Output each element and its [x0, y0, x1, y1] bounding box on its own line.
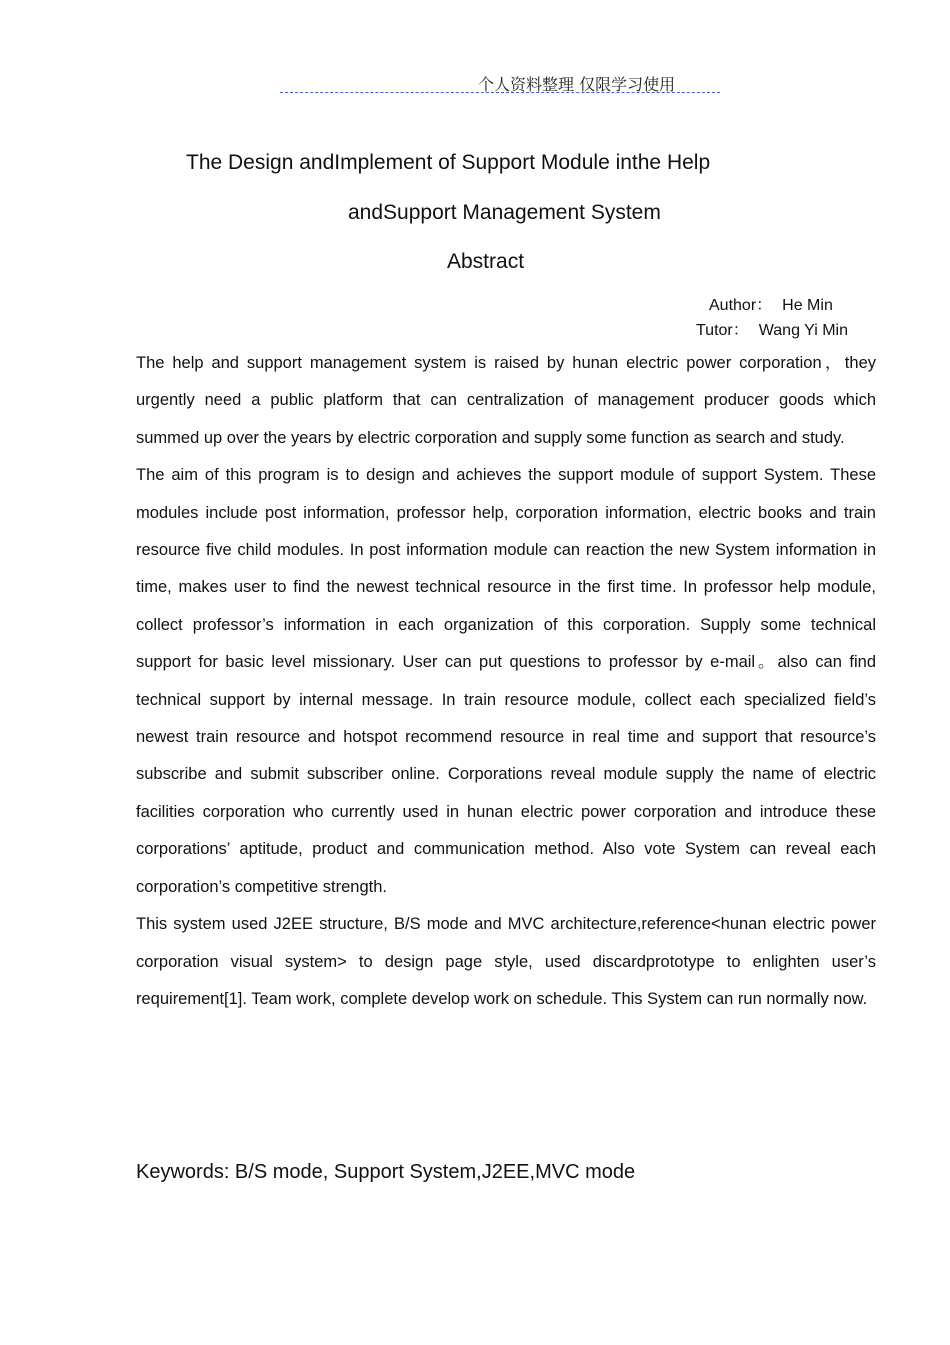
thesis-title-line-1: The Design andImplement of Support Module inthe Help	[186, 151, 711, 174]
thesis-title-line-2: andSupport Management System	[348, 201, 661, 224]
abstract-paragraph-2: The aim of this program is to design and achieves the support module of support System. These modules include post information, professor help, corporation information, electric books and train resource five child modules. In post information module can reaction the new System information in time, makes user to find the newest technical resource in the first time. In professor help module, collect professor’s information in each organization of this corporation. Supply some technical support for basic level missionary. User can put questions to professor by e-mail。also can find technical support by internal message. In train resource module, collect each specialized field’s newest train resource and hotspot recommend resource in real time and support that resource’s subscribe and submit subscriber online. Corporations reveal module supply the name of electric facilities corporation who currently used in hunan electric power corporation and introduce these corporations’ aptitude, product and communication method. Also vote System can reveal each corporation’s competitive strength.	[136, 466, 876, 896]
author-name: He Min	[782, 297, 833, 314]
author-line	[709, 292, 833, 315]
author-label: Author：	[709, 297, 773, 314]
abstract-paragraph-3: This system used J2EE structure, B/S mode and MVC architecture,reference<hunan electric power corporation visual system> to design page style, used discardprototype to enlighten user’s requirement[1]. Team work, complete develop work on schedule. This System can run normally now.	[136, 915, 876, 1008]
keywords-line: Keywords: B/S mode, Support System,J2EE,MVC mode	[136, 1161, 636, 1183]
tutor-line	[696, 317, 848, 340]
abstract-heading: Abstract	[447, 250, 525, 273]
header-divider	[280, 92, 720, 93]
tutor-label: Tutor：	[696, 322, 749, 339]
header-note: 个人资料整理 仅限学习使用	[478, 75, 676, 94]
tutor-name: Wang Yi Min	[758, 322, 848, 339]
abstract-body	[136, 345, 876, 1018]
abstract-paragraph-1: The help and support management system is raised by hunan electric power corporation，they urgently need a public platform that can centralization of management producer goods which summed up over the years by electric corporation and supply some function as search and study.	[136, 354, 876, 447]
